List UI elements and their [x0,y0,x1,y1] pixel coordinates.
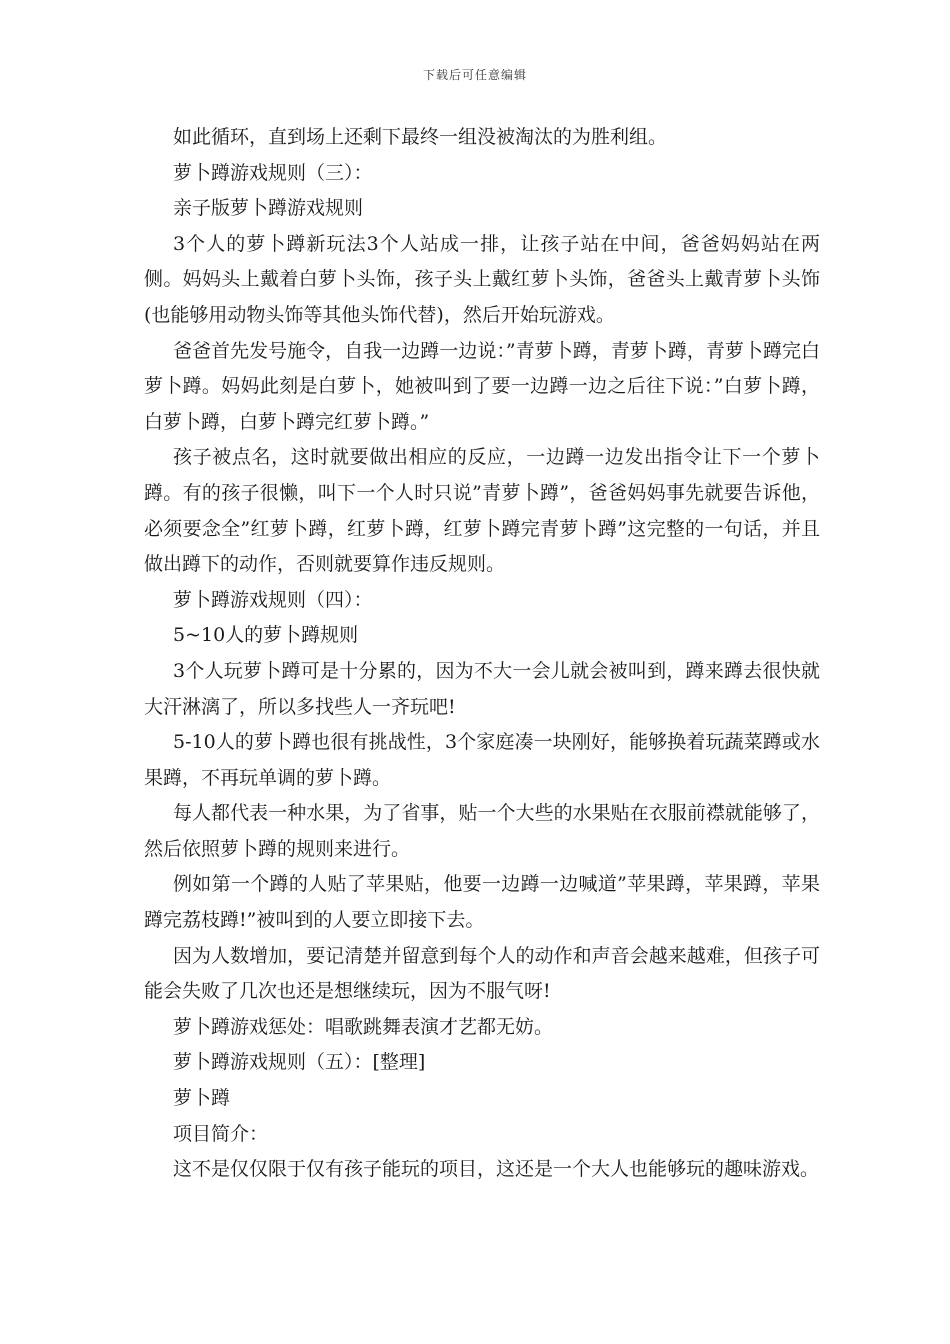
paragraph: 爸爸首先发号施令，自我一边蹲一边说：”青萝卜蹲，青萝卜蹲，青萝卜蹲完白萝卜蹲。妈妈此刻是白萝卜，她被叫到了要一边蹲一边之后往下说：”白萝卜蹲，白萝卜蹲，白萝卜蹲完红萝卜蹲。” [144,339,820,433]
paragraph: 孩子被点名，这时就要做出相应的反应，一边蹲一边发出指令让下一个萝卜蹲。有的孩子很懒，叫下一个人时只说”青萝卜蹲”，爸爸妈妈事先就要告诉他，必须要念全”红萝卜蹲，红萝卜蹲，红萝卜蹲完青萝卜蹲”这完整的一句话，并且做出蹲下的动作，否则就要算作违反规则。 [144,446,820,576]
paragraph: 因为人数增加，要记清楚并留意到每个人的动作和声音会越来越难，但孩子可能会失败了几次也还是想继续玩，因为不服气呀! [144,944,820,1003]
paragraph: 3个人玩萝卜蹲可是十分累的，因为不大一会儿就会被叫到，蹲来蹲去很快就大汗淋漓了，所以多找些人一齐玩吧! [144,659,820,718]
subsection-heading: 5~10人的萝卜蹲规则 [173,624,359,647]
paragraph: 这不是仅仅限于仅有孩子能玩的项目，这还是一个大人也能够玩的趣味游戏。 [173,1158,820,1181]
paragraph: 每人都代表一种水果，为了省事，贴一个大些的水果贴在衣服前襟就能够了，然后依照萝卜蹲的规则来进行。 [144,802,820,860]
section-heading: 萝卜蹲游戏规则（五）：[整理] [173,1051,426,1074]
paragraph: 萝卜蹲游戏惩处：唱歌跳舞表演才艺都无妨。 [173,1015,554,1038]
subsection-heading: 萝卜蹲 [173,1087,231,1110]
section-heading: 萝卜蹲游戏规则（四）： [173,588,373,611]
section-heading: 萝卜蹲游戏规则（三）： [173,161,373,184]
subsection-heading: 亲子版萝卜蹲游戏规则 [173,197,364,220]
paragraph: 3个人的萝卜蹲新玩法3个人站成一排，让孩子站在中间，爸爸妈妈站在两侧。妈妈头上戴着白萝卜头饰，孩子头上戴红萝卜头饰，爸爸头上戴青萝卜头饰(也能够用动物头饰等其他头饰代替)，然后开始玩游戏。 [144,232,820,326]
paragraph: 如此循环，直到场上还剩下最终一组没被淘汰的为胜利组。 [173,126,668,148]
page-header: 下载后可任意编辑 [422,68,527,82]
paragraph: 例如第一个蹲的人贴了苹果贴，他要一边蹲一边喊道”苹果蹲，苹果蹲，苹果蹲完荔枝蹲!”被叫到的人要立即接下去。 [144,873,820,932]
paragraph: 5-10人的萝卜蹲也很有挑战性，3个家庭凑一块刚好，能够换着玩蔬菜蹲或水果蹲，不再玩单调的萝卜蹲。 [144,731,820,789]
document-body [144,120,820,1188]
subsection-heading: 项目简介： [173,1122,269,1145]
